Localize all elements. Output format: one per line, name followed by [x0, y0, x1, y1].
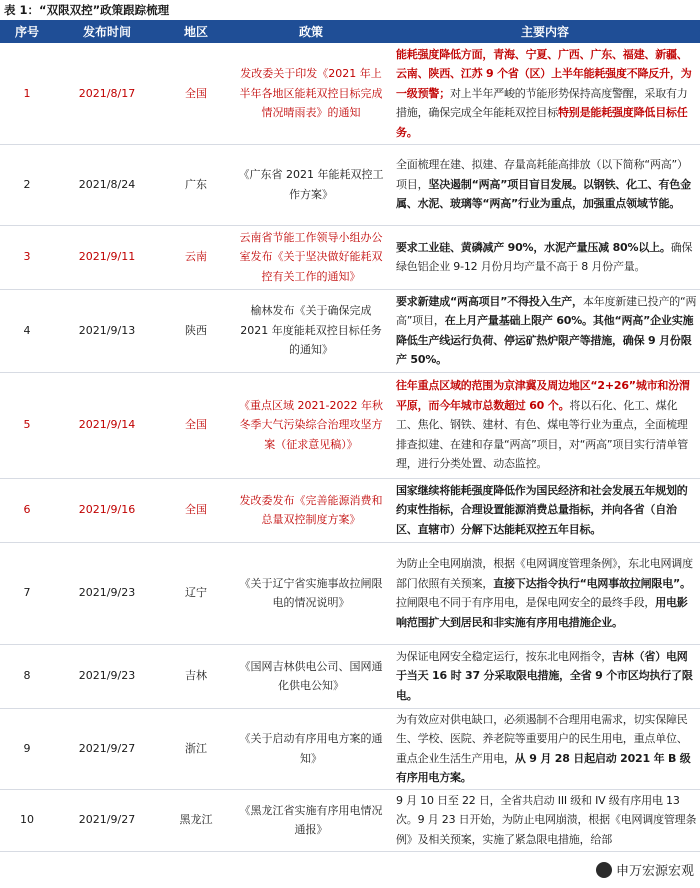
row-date: 2021/9/23	[54, 542, 160, 644]
row-no: 2	[0, 144, 54, 225]
content-segment: 往年重点区域的范围为京津冀及周边地区“2+26”城市和汾渭平原，而今年城市总数超过 60 个。	[396, 379, 690, 412]
row-content	[390, 43, 700, 144]
row-content	[390, 644, 700, 708]
table-row	[0, 43, 700, 144]
row-content	[390, 789, 700, 851]
row-date: 2021/9/27	[54, 789, 160, 851]
header-date: 发布时间	[54, 20, 160, 43]
wechat-logo-icon	[596, 862, 612, 878]
content-segment: 国家继续将能耗强度降低作为国民经济和社会发展五年规划的约束性指标，合理设置能源消费总量指标，并向各省（自治区、直辖市）分解下达能耗双控五年目标。	[396, 483, 688, 536]
content-segment: 坚决遏制“两高”项目盲目发展。以钢铁、化工、有色金属、水泥、玻璃等“两高”行业为重点，加强重点领域节能。	[396, 177, 691, 211]
content-segment: 用电影响范围扩大到居民和非实施有序用电措施企业。	[396, 596, 688, 629]
row-no: 7	[0, 542, 54, 644]
table-header-row	[0, 20, 700, 43]
row-region: 全国	[160, 43, 232, 144]
row-region: 吉林	[160, 644, 232, 708]
content-segment: 要求新建成“两高项目”不得投入生产，	[396, 294, 583, 308]
row-date: 2021/9/13	[54, 289, 160, 372]
row-date: 2021/8/24	[54, 144, 160, 225]
row-no: 3	[0, 225, 54, 289]
row-no: 4	[0, 289, 54, 372]
row-content	[390, 478, 700, 542]
row-region: 全国	[160, 372, 232, 478]
header-no: 序号	[0, 20, 54, 43]
row-no: 6	[0, 478, 54, 542]
table-row	[0, 644, 700, 708]
table-row	[0, 225, 700, 289]
row-no: 9	[0, 708, 54, 789]
content-segment: 确保绿色铝企业 9-12 月份月均产量不高于 8 月份产量。	[396, 240, 693, 273]
row-date: 2021/9/11	[54, 225, 160, 289]
row-policy: 榆林发布《关于确保完成 2021 年度能耗双控目标任务的通知》	[232, 289, 390, 372]
table-body	[0, 43, 700, 851]
content-segment: 对上半年严峻的节能形势保持高度警醒，采取有力措施，确保完成全年能耗双控目标	[396, 86, 688, 119]
row-region: 广东	[160, 144, 232, 225]
policy-table	[0, 20, 700, 852]
content-segment: 为防止全电网崩溃，根据《电网调度管理条例》，东北电网调度部门依照有关预案，	[396, 557, 693, 590]
table-row	[0, 542, 700, 644]
row-policy: 发改委关于印发《2021 年上半年各地区能耗双控目标完成情况晴雨表》的通知	[232, 43, 390, 144]
row-content	[390, 144, 700, 225]
row-policy: 发改委发布《完善能源消费和总量双控制度方案》	[232, 478, 390, 542]
content-segment: 在上月产量基础上限产 60%。其他“两高”企业实施降低生产线运行负荷、停运矿热炉限产等措施，确保 9 月份限产 50%。	[396, 314, 694, 366]
row-content	[390, 708, 700, 789]
table-row	[0, 789, 700, 851]
watermark-text: 申万宏源宏观	[615, 864, 694, 879]
content-segment: 特别是能耗强度降低目标任务。	[396, 106, 688, 139]
row-date: 2021/9/27	[54, 708, 160, 789]
row-no: 10	[0, 789, 54, 851]
row-policy: 《广东省 2021 年能耗双控工作方案》	[232, 144, 390, 225]
row-no: 5	[0, 372, 54, 478]
table-caption: 表 1：“双限双控”政策跟踪梳理	[4, 3, 170, 17]
header-content: 主要内容	[390, 20, 700, 43]
content-segment: 要求工业硅、黄磷减产 90%，水泥产量压减 80%以上。	[396, 240, 671, 254]
table-row	[0, 372, 700, 478]
row-policy: 云南省节能工作领导小组办公室发布《关于坚决做好能耗双控有关工作的通知》	[232, 225, 390, 289]
row-region: 全国	[160, 478, 232, 542]
row-no: 8	[0, 644, 54, 708]
content-segment: 吉林（省）电网于当天 16 时 37 分采取限电措施，全省 9 个市区均执行了限电。	[396, 649, 693, 702]
row-policy: 《黑龙江省实施有序用电情况通报》	[232, 789, 390, 851]
content-segment: 拉闸限电不同于有序用电，是保电网安全的最终手段，	[396, 596, 656, 609]
row-policy: 《重点区域 2021-2022 年秋冬季大气污染综合治理攻坚方案（征求意见稿）》	[232, 372, 390, 478]
content-segment: 将以石化、化工、煤化工、焦化、钢铁、建材、有色、煤电等行业为重点，全面梳理排查拟建、在建和存量“两高”项目，对“两高”项目实行清单管理，进行分类处置、动态监控。	[396, 398, 688, 471]
row-policy: 《国网吉林供电公司、国网通化供电公知》	[232, 644, 390, 708]
header-policy: 政策	[232, 20, 390, 43]
content-segment: 为保证电网安全稳定运行，按东北电网指令，	[396, 649, 612, 663]
row-no: 1	[0, 43, 54, 144]
content-segment: 为有效应对供电缺口，必须遏制不合理用电需求，切实保障民生、学校、医院、养老院等重要用户的民生用电，重点单位、重点企业生活生产用电，	[396, 712, 688, 765]
row-content	[390, 542, 700, 644]
table-row	[0, 478, 700, 542]
row-date: 2021/9/23	[54, 644, 160, 708]
row-content	[390, 372, 700, 478]
content-segment: 9 月 10 日至 22 日，全省共启动 III 级和 IV 级有序用电 13 次。9 月 23 日开始，为防止电网崩溃，根据《电网调度管理条例》及相关预案，实施了紧急限电措施，给部	[396, 793, 697, 846]
table-row	[0, 144, 700, 225]
table-row	[0, 289, 700, 372]
row-region: 黑龙江	[160, 789, 232, 851]
row-date: 2021/9/16	[54, 478, 160, 542]
row-content	[390, 289, 700, 372]
row-region: 云南	[160, 225, 232, 289]
row-policy: 《关于启动有序用电方案的通知》	[232, 708, 390, 789]
row-content	[390, 225, 700, 289]
content-segment: 能耗强度降低方面，青海、宁夏、广西、广东、福建、新疆、云南、陕西、江苏 9 个省（区）上半年能耗强度不降反升，为一级预警；	[396, 47, 692, 100]
content-segment: 直接下达指令执行“电网事故拉闸限电”。	[493, 576, 691, 590]
header-region: 地区	[160, 20, 232, 43]
content-segment: 全面梳理在建、拟建、存量高耗能高排放（以下简称“两高”）项目，	[396, 158, 688, 191]
row-policy: 《关于辽宁省实施事故拉闸限电的情况说明》	[232, 542, 390, 644]
row-date: 2021/8/17	[54, 43, 160, 144]
row-region: 陕西	[160, 289, 232, 372]
table-row	[0, 708, 700, 789]
watermark	[594, 859, 698, 880]
content-segment: 从 9 月 28 日起启动 2021 年 B 级有序用电方案。	[396, 751, 691, 784]
row-region: 辽宁	[160, 542, 232, 644]
row-region: 浙江	[160, 708, 232, 789]
content-segment: 本年度新建已投产的“两高”项目，	[396, 294, 697, 327]
row-date: 2021/9/14	[54, 372, 160, 478]
